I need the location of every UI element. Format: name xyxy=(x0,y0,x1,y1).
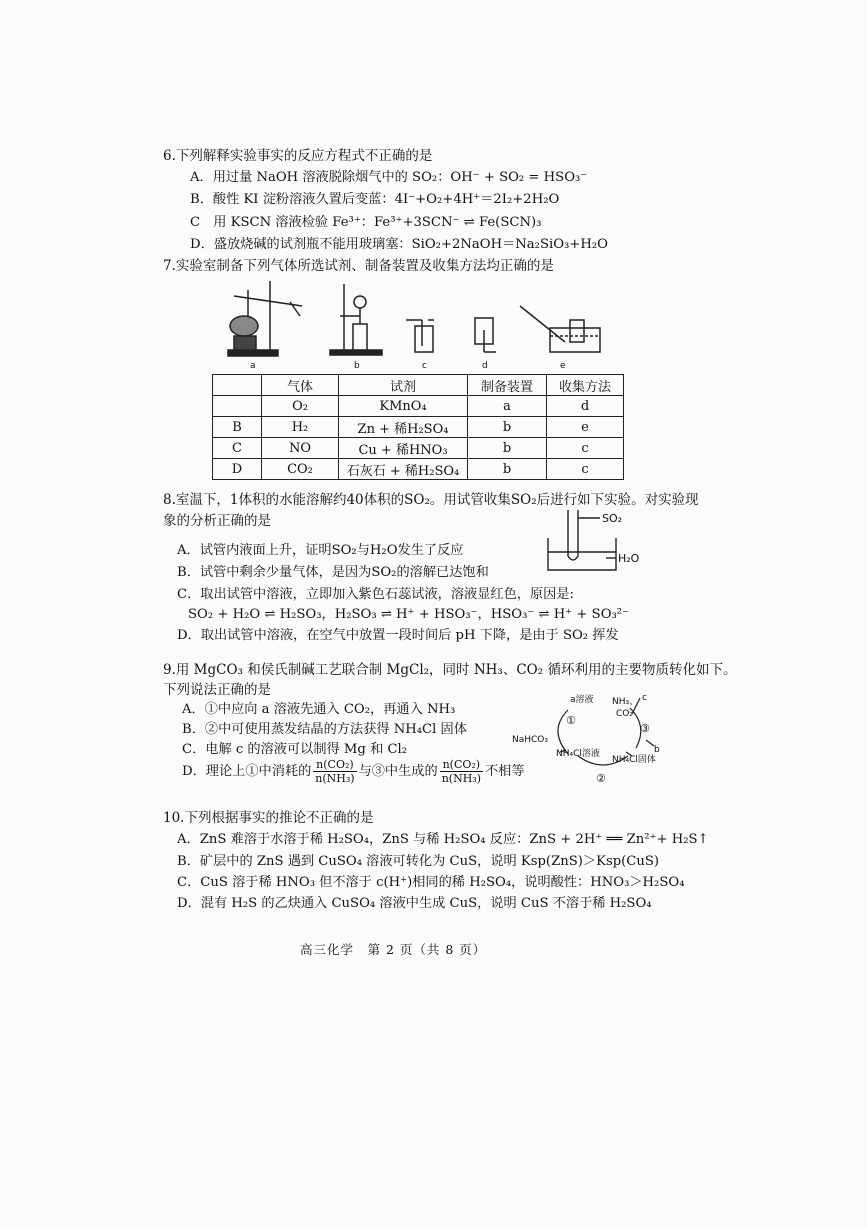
q8-option-d: D．取出试管中溶液，在空气中放置一段时间后 pH 下降，是由于 SO₂ 挥发 xyxy=(177,628,619,643)
fraction-denominator: n(NH₃) xyxy=(441,772,481,785)
q9-option-a: A．①中应向 a 溶液先通入 CO₂，再通入 NH₃ xyxy=(182,702,456,717)
table-cell: 石灰石 + 稀H₂SO₄ xyxy=(339,459,468,480)
q9-d-suffix: 不相等 xyxy=(484,764,525,779)
apparatus-b-icon xyxy=(330,284,382,355)
table-header: 制备装置 xyxy=(468,375,547,396)
cycle-a-solution: a溶液 xyxy=(570,695,594,705)
apparatus-label-a: a xyxy=(250,361,256,370)
table-row xyxy=(213,417,624,438)
table-cell: b xyxy=(468,417,547,438)
q6-option-b: B．酸性 KI 淀粉溶液久置后变蓝：4I⁻+O₂+4H⁺＝2I₂+2H₂O xyxy=(190,192,560,207)
table-cell: b xyxy=(468,438,547,459)
table-header xyxy=(213,375,262,396)
apparatus-label-e: e xyxy=(560,361,566,370)
cycle-c-label: c xyxy=(642,693,647,703)
q6-option-d: D．盛放烧碱的试剂瓶不能用玻璃塞：SiO₂+2NaOH＝Na₂SiO₃+H₂O xyxy=(190,237,608,252)
table-cell: Cu + 稀HNO₃ xyxy=(339,438,468,459)
table-cell: a xyxy=(468,396,547,417)
table-header-row xyxy=(213,375,624,396)
q8-stem-line2: 象的分析正确的是 xyxy=(163,513,271,529)
q7-apparatus-figure xyxy=(220,276,610,370)
cycle-nh4cl-solid: NH₄Cl固体 xyxy=(612,755,656,765)
q9-stem-line2: 下列说法正确的是 xyxy=(163,682,271,698)
fraction xyxy=(440,758,483,785)
table-cell xyxy=(213,396,262,417)
q10-stem: 10.下列根据事实的推论不正确的是 xyxy=(163,810,374,826)
q6-stem: 6.下列解释实验事实的反应方程式不正确的是 xyxy=(163,148,433,164)
table-cell: Zn + 稀H₂SO₄ xyxy=(339,417,468,438)
table-cell: KMnO₄ xyxy=(339,396,468,417)
cycle-nahco3: NaHCO₃ xyxy=(512,735,548,745)
page-footer: 高三化学 第 2 页（共 8 页） xyxy=(300,942,487,957)
fraction-numerator: n(CO₂) xyxy=(440,758,483,772)
q7-stem: 7.实验室制备下列气体所选试剂、制备装置及收集方法均正确的是 xyxy=(163,258,554,274)
q9-option-d xyxy=(182,758,525,786)
q10-option-d: D．混有 H₂S 的乙炔通入 CuSO₄ 溶液中生成 CuS，说明 CuS 不溶于稀 H₂SO₄ xyxy=(177,896,652,911)
apparatus-a-icon xyxy=(228,281,302,356)
table-cell: C xyxy=(213,438,262,459)
q8-option-a: A．试管内液面上升，证明SO₂与H₂O发生了反应 xyxy=(177,543,464,558)
cycle-co2: CO₂ xyxy=(616,709,633,719)
apparatus-label-c: c xyxy=(422,361,427,370)
q8-test-tube-figure xyxy=(540,508,640,574)
cycle-nh3: NH₃、 xyxy=(612,697,639,707)
table-header: 试剂 xyxy=(339,375,468,396)
q10-option-b: B．矿层中的 ZnS 遇到 CuSO₄ 溶液可转化为 CuS，说明 Ksp(ZnS)＞Ksp(CuS) xyxy=(177,854,660,869)
q6-option-c: C 用 KSCN 溶液检验 Fe³⁺：Fe³⁺+3SCN⁻ ⇌ Fe(SCN)₃ xyxy=(190,215,542,230)
table-header: 气体 xyxy=(262,375,339,396)
fraction xyxy=(313,758,356,785)
fraction-numerator: n(CO₂) xyxy=(313,758,356,772)
table-cell: c xyxy=(547,459,624,480)
table-cell: B xyxy=(213,417,262,438)
cycle-step-3: ③ xyxy=(640,722,650,735)
q8-option-b: B．试管中剩余少量气体，是因为SO₂的溶解已达饱和 xyxy=(177,565,489,580)
cycle-step-2: ② xyxy=(596,772,606,785)
q7-table xyxy=(212,374,624,480)
table-cell: D xyxy=(213,459,262,480)
cycle-step-1: ① xyxy=(566,714,576,727)
q9-cycle-diagram xyxy=(508,690,668,790)
fraction-denominator: n(NH₃) xyxy=(315,772,355,785)
apparatus-e-icon xyxy=(520,306,600,352)
apparatus-c-icon xyxy=(406,320,434,352)
table-cell: e xyxy=(547,417,624,438)
table-cell: c xyxy=(547,438,624,459)
q10-option-a: A．ZnS 难溶于水溶于稀 H₂SO₄，ZnS 与稀 H₂SO₄ 反应：ZnS + 2H⁺ ══ Zn²⁺+ H₂S↑ xyxy=(177,832,709,847)
table-cell: H₂ xyxy=(262,417,339,438)
table-row xyxy=(213,438,624,459)
apparatus-label-d: d xyxy=(482,361,488,370)
q9-option-b: B．②中可使用蒸发结晶的方法获得 NH₄Cl 固体 xyxy=(182,722,467,737)
table-row xyxy=(213,396,624,417)
fig-label-so2: SO₂ xyxy=(602,512,623,525)
table-cell: d xyxy=(547,396,624,417)
q10-option-c: C．CuS 溶于稀 HNO₃ 但不溶于 c(H⁺)相同的稀 H₂SO₄，说明酸性：HNO₃＞H₂SO₄ xyxy=(177,875,685,890)
table-cell: O₂ xyxy=(262,396,339,417)
table-cell: NO xyxy=(262,438,339,459)
q9-stem-line1: 9.用 MgCO₃ 和侯氏制碱工艺联合制 MgCl₂，同时 NH₃、CO₂ 循环利用的主要物质转化如下。 xyxy=(163,662,737,678)
fig-label-h2o: H₂O xyxy=(618,552,640,565)
q8-option-c: C．取出试管中溶液，立即加入紫色石蕊试液，溶液显红色，原因是: xyxy=(177,587,574,602)
q9-option-c: C．电解 c 的溶液可以制得 Mg 和 Cl₂ xyxy=(182,742,408,757)
table-row xyxy=(213,459,624,480)
q9-d-middle: 与③中生成的 xyxy=(358,764,438,779)
table-header: 收集方法 xyxy=(547,375,624,396)
table-cell: b xyxy=(468,459,547,480)
q6-option-a: A．用过量 NaOH 溶液脱除烟气中的 SO₂：OH⁻ + SO₂ = HSO₃⁻ xyxy=(190,170,588,185)
q8-stem-line1: 8.室温下，1体积的水能溶解约40体积的SO₂。用试管收集SO₂后进行如下实验。对实验现 xyxy=(163,492,699,508)
apparatus-label-b: b xyxy=(354,361,360,370)
cycle-b-label: b xyxy=(654,745,660,755)
table-cell: CO₂ xyxy=(262,459,339,480)
apparatus-d-icon xyxy=(475,318,496,352)
q9-d-prefix: D．理论上①中消耗的 xyxy=(182,764,312,779)
q8-option-c-equation: SO₂ + H₂O ⇌ H₂SO₃，H₂SO₃ ⇌ H⁺ + HSO₃⁻，HSO₃⁻ ⇌ H⁺ + SO₃²⁻ xyxy=(188,607,630,622)
cycle-nh4cl-solution: NH₄Cl溶液 xyxy=(556,749,600,759)
